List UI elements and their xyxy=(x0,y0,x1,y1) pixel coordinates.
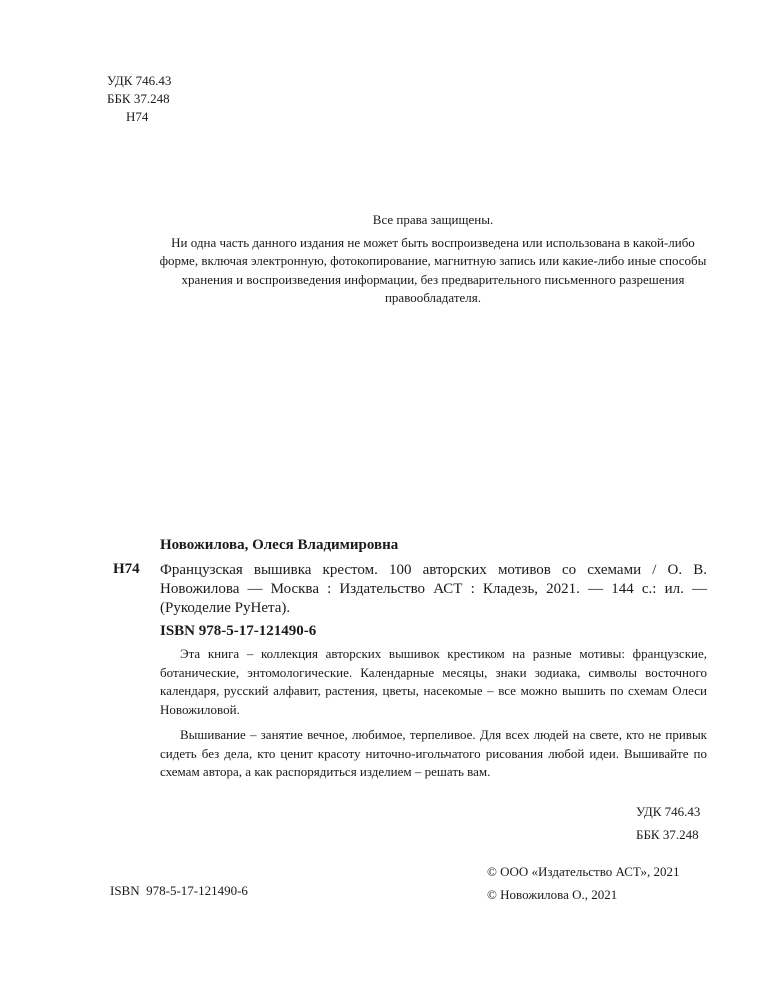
annotation xyxy=(160,645,707,789)
rights-title: Все права защищены. xyxy=(372,212,494,227)
udk-code: УДК 746.43 xyxy=(107,73,172,88)
rights-notice xyxy=(158,211,708,308)
classification-block-top xyxy=(107,72,171,126)
copyright-block xyxy=(487,860,680,906)
annotation-paragraph: Эта книга – коллекция авторских вышивок крестиком на разные мотивы: французские, ботанические, энтомологические. Календарные месяцы, знаки зодиака, символы восточного календаря, русский алфавит, растения, цветы, насекомые – все можно вышить по схемам Олеси Новожиловой. xyxy=(160,646,707,717)
rights-text: Ни одна часть данного издания не может быть воспроизведена или использована в какой-либо форме, включая электронную, фотокопирование, магнитную запись или какие-либо иные способы хранения и воспроизведения информации, без предварительного письменного разрешения правообладателя. xyxy=(159,234,707,305)
bbk-code: ББК 37.248 xyxy=(107,91,170,106)
copyright-line: © ООО «Издательство АСТ», 2021 xyxy=(487,864,680,879)
author-heading: Новожилова, Олеся Владимировна xyxy=(160,537,399,553)
author-sign-bold: Н74 xyxy=(113,561,140,577)
bibliographic-description: Французская вышивка крестом. 100 авторских мотивов со схемами / О. В. Новожилова — Москва : Издательство АСТ : Кладезь, 2021. — 144 с.: ил. — (Рукоделие РуНета). xyxy=(160,562,707,616)
author-sign: Н74 xyxy=(126,109,149,124)
annotation-paragraph: Вышивание – занятие вечное, любимое, терпеливое. Для всех людей на свете, кто не привык сидеть без дела, кто ценит красоту ниточно-игольчатого рисования любой идеи. Вышивайте по схемам автора, а как распорядиться изделием – решать вам. xyxy=(160,727,707,779)
isbn-bold: ISBN 978-5-17-121490-6 xyxy=(160,623,317,639)
bbk-code: ББК 37.248 xyxy=(636,827,699,842)
copyright-line: © Новожилова О., 2021 xyxy=(487,887,618,902)
udk-code: УДК 746.43 xyxy=(636,804,701,819)
isbn-footer: ISBN 978-5-17-121490-6 xyxy=(110,883,248,898)
classification-block-bottom xyxy=(636,800,700,846)
